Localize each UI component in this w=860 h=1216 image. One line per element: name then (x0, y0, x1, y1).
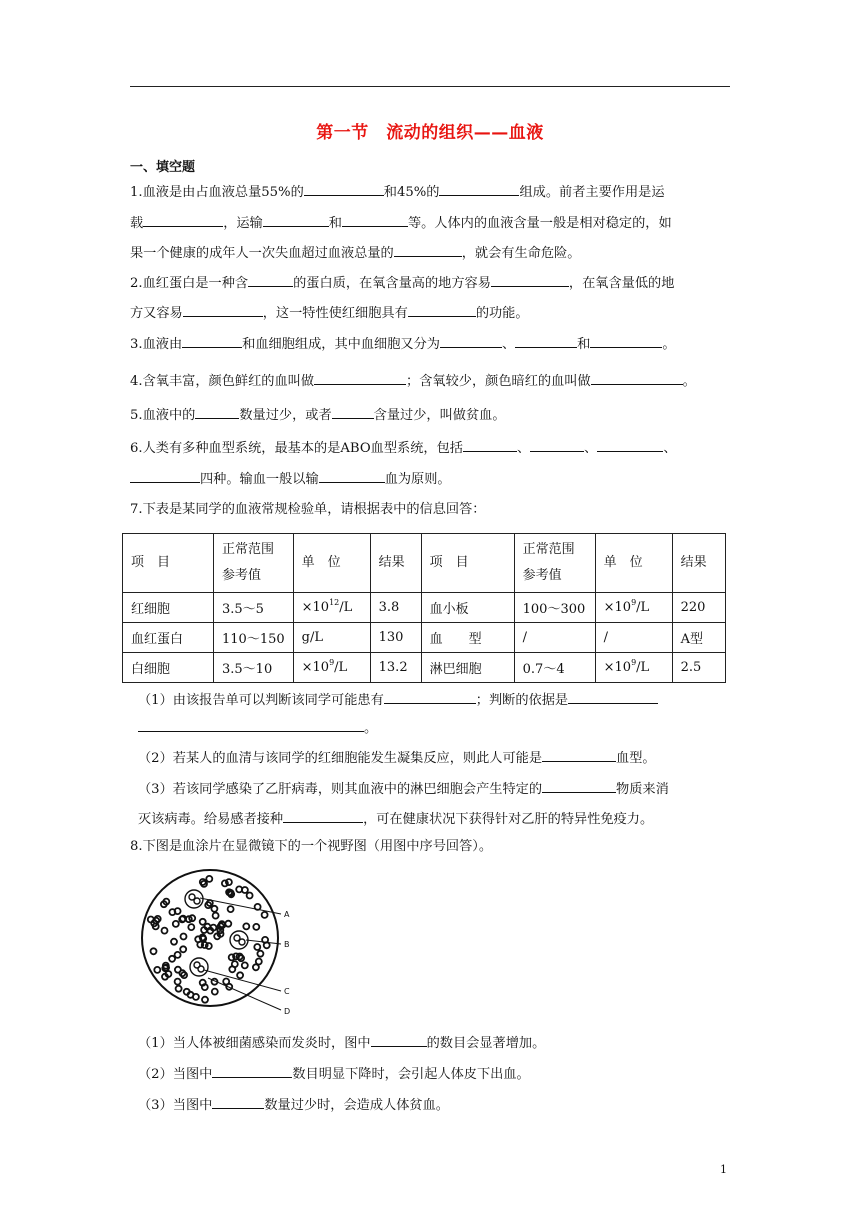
table-header-row (123, 534, 726, 593)
q3-line: 3.血液由 和血细胞组成，其中血细胞又分为 、 和 。 (130, 334, 676, 354)
page-number: 1 (720, 1163, 727, 1176)
table-row (123, 653, 726, 683)
cell-range-2: 0.7～4 (514, 653, 595, 683)
q8-sub1: （1）当人体被细菌感染而发炎时，图中 的数目会显著增加。 (138, 1033, 545, 1053)
blank[interactable] (491, 273, 569, 287)
cell-result-2: 220 (672, 593, 725, 623)
label-a: A (284, 910, 290, 919)
cell-unit-2: $\times 10^9/L$ (595, 653, 672, 683)
blank[interactable] (440, 334, 502, 348)
microscope-field (142, 870, 278, 1006)
blank[interactable] (530, 438, 584, 452)
blank[interactable] (143, 213, 223, 227)
blood-smear-figure (138, 860, 298, 1020)
cell-item: 血红蛋白 (123, 623, 214, 653)
q8-sub3: （3）当图中 数量过少时，会造成人体贫血。 (138, 1095, 449, 1115)
cell-range: 3.5～10 (214, 653, 294, 683)
header-range: 正常范围 参考值 (214, 534, 294, 593)
blank[interactable] (283, 809, 363, 823)
blank[interactable] (568, 690, 658, 704)
blank[interactable] (597, 438, 663, 452)
blank[interactable] (408, 303, 476, 317)
header-range-2: 正常范围 参考值 (514, 534, 595, 593)
header-unit-2: 单 位 (595, 534, 672, 593)
header-rule (130, 86, 730, 87)
blank[interactable] (304, 182, 384, 196)
label-c: C (284, 987, 290, 996)
cell-result-2: A型 (672, 623, 725, 653)
q1-line3: 果一个健康的成年人一次失血超过血液总量的 ，就会有生命危险。 (130, 243, 580, 263)
q6-line1: 6.人类有多种血型系统，最基本的是ABO血型系统，包括 、 、 、 (130, 438, 677, 458)
cell-range-2: 100～300 (514, 593, 595, 623)
cell-range-2: / (514, 623, 595, 653)
header-item: 项 目 (123, 534, 214, 593)
q2-line1: 2.血红蛋白是一种含 的蛋白质，在氧含量高的地方容易 ，在氧含量低的地 (130, 273, 674, 293)
q7-sub1-line1: （1）由该报告单可以判断该同学可能患有 ；判断的依据是 (138, 690, 658, 710)
header-result-2: 结果 (672, 534, 725, 593)
cell-result: 130 (370, 623, 421, 653)
cell-result-2: 2.5 (672, 653, 725, 683)
q7-sub2: （2）若某人的血清与该同学的红细胞能发生凝集反应，则此人可能是 血型。 (138, 748, 656, 768)
blank[interactable] (195, 405, 239, 419)
label-b: B (284, 940, 290, 949)
q1-line2: 载 ，运输 和 等。人体内的血液含量一般是相对稳定的，如 (130, 213, 672, 233)
cell-unit: g/L (293, 623, 370, 653)
blank[interactable] (314, 371, 406, 385)
blank[interactable] (542, 748, 616, 762)
cell-item-2: 血小板 (421, 593, 514, 623)
blank[interactable] (248, 273, 293, 287)
blank[interactable] (182, 334, 242, 348)
blank[interactable] (319, 469, 385, 483)
table-row (123, 623, 726, 653)
blank[interactable] (371, 1033, 427, 1047)
blank[interactable] (394, 243, 462, 257)
cell-result: 3.8 (370, 593, 421, 623)
blank[interactable] (542, 779, 616, 793)
section-heading: 一、填空题 (130, 160, 196, 175)
header-unit: 单 位 (293, 534, 370, 593)
cell-range: 3.5～5 (214, 593, 294, 623)
figure-labels (284, 910, 290, 1016)
header-item-2: 项 目 (421, 534, 514, 593)
q7-sub3-line1: （3）若该同学感染了乙肝病毒，则其血液中的淋巴细胞会产生特定的 物质来消 (138, 779, 669, 799)
cell-unit: $\times 10^{12}/L$ (293, 593, 370, 623)
blank[interactable] (463, 438, 517, 452)
q8-sub2: （2）当图中 数目明显下降时，会引起人体皮下出血。 (138, 1064, 530, 1084)
q7-intro: 7.下表是某同学的血液常规检验单，请根据表中的信息回答： (130, 502, 486, 517)
blank[interactable] (591, 371, 683, 385)
blank[interactable] (590, 334, 662, 348)
table-row (123, 593, 726, 623)
cell-item-2: 淋巴细胞 (421, 653, 514, 683)
cell-result: 13.2 (370, 653, 421, 683)
blank[interactable] (138, 718, 364, 732)
cell-unit-2: / (595, 623, 672, 653)
blank[interactable] (263, 213, 329, 227)
label-d: D (284, 1007, 291, 1016)
cell-unit: $\times 10^9/L$ (293, 653, 370, 683)
q7-sub1-line2: 。 (138, 718, 377, 738)
page-title: 第一节 流动的组织——血液 (316, 123, 544, 143)
blank[interactable] (332, 405, 374, 419)
cell-item: 白细胞 (123, 653, 214, 683)
q2-line2: 方又容易 ，这一特性使红细胞具有 的功能。 (130, 303, 529, 323)
blank[interactable] (183, 303, 263, 317)
cell-range: 110～150 (214, 623, 294, 653)
blood-test-table (122, 533, 726, 683)
cell-item: 红细胞 (123, 593, 214, 623)
q6-line2: 四种。输血一般以输 血为原则。 (130, 469, 451, 489)
q7-sub3-line2: 灭该病毒。给易感者接种 ，可在健康状况下获得针对乙肝的特异性免疫力。 (138, 809, 653, 829)
header-result: 结果 (370, 534, 421, 593)
blank[interactable] (342, 213, 408, 227)
blank[interactable] (515, 334, 577, 348)
blank[interactable] (439, 182, 519, 196)
q8-intro: 8.下图是血涂片在显微镜下的一个视野图（用图中序号回答）。 (130, 839, 493, 854)
cell-unit-2: $\times 10^9/L$ (595, 593, 672, 623)
q1-line1: 1.血液是由占血液总量55%的 和45%的 组成。前者主要作用是运 (130, 182, 665, 202)
blank[interactable] (212, 1064, 292, 1078)
q4-line: 4.含氧丰富，颜色鲜红的血叫做 ；含氧较少，颜色暗红的血叫做 。 (130, 371, 696, 391)
blank[interactable] (384, 690, 476, 704)
blank[interactable] (212, 1095, 264, 1109)
blank[interactable] (130, 469, 200, 483)
q5-line: 5.血液中的 数量过少，或者 含量过少，叫做贫血。 (130, 405, 506, 425)
cell-item-2: 血 型 (421, 623, 514, 653)
